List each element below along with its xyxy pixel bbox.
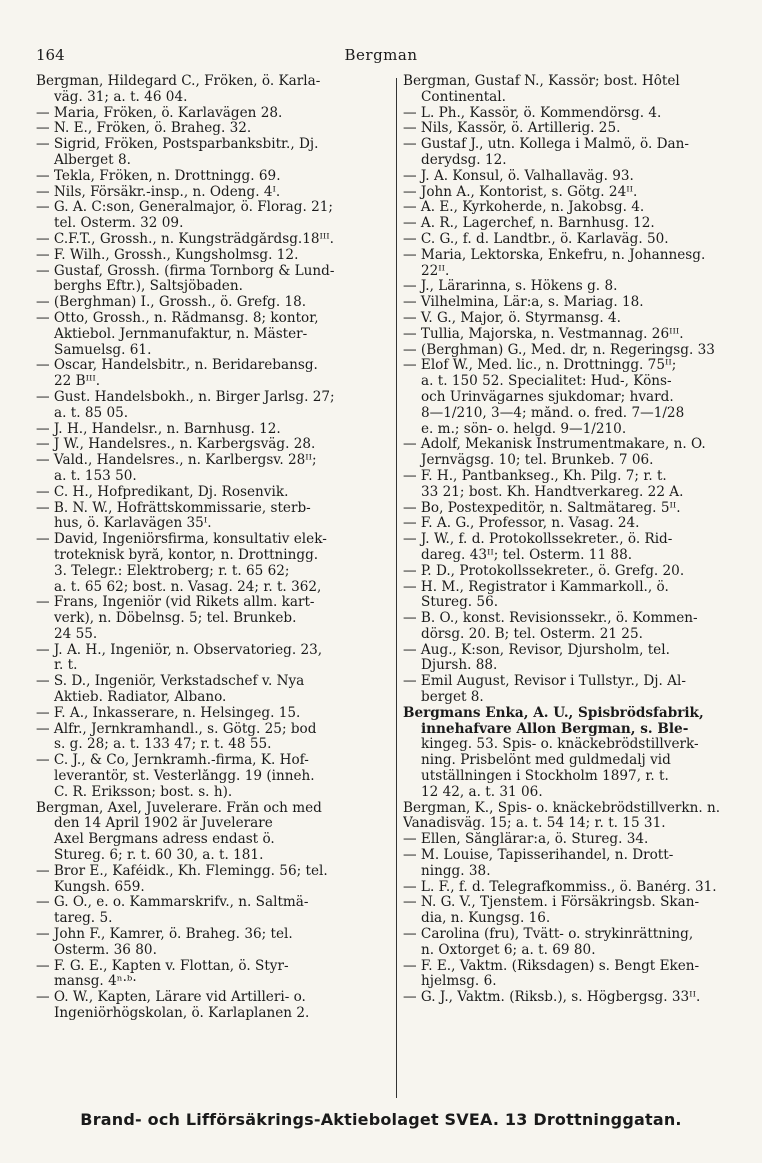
entry-line: utställningen i Stockholm 1897, r. t. xyxy=(421,769,669,785)
entry-line: — J., Lärarinna, s. Hökens g. 8. xyxy=(403,279,618,295)
entry-line: väg. 31; a. t. 46 04. xyxy=(54,89,188,105)
entry-line: — C. J., & Co, Jernkramh.-firma, K. Hof- xyxy=(36,753,309,769)
entry-line: kingeg. 53. Spis- o. knäckebrödstillverk- xyxy=(421,737,699,753)
entry-line: — Carolina (fru), Tvätt- o. strykinrättning, xyxy=(403,927,694,943)
entry-line: 8—1/210, 3—4; månd. o. fred. 7—1/28 xyxy=(421,405,685,421)
entry-line: 33 21; bost. Kh. Handtverkareg. 22 A. xyxy=(421,484,684,500)
entry-line: — C.F.T., Grossh., n. Kungsträdgårdsg.18ᴵᴵᴵ. xyxy=(36,231,334,247)
entry-line: 12 42, a. t. 31 06. xyxy=(421,784,543,800)
entry-line: a. t. 85 05. xyxy=(54,405,129,421)
entry-line: — Tullia, Majorska, n. Vestmannag. 26ᴵᴵᴵ. xyxy=(403,326,684,342)
entry-line: hjelmsg. 6. xyxy=(421,974,497,990)
entry-line: — Bo, Postexpeditör, n. Saltmätareg. 5ᴵᴵ. xyxy=(403,500,681,516)
entry-line: — Tekla, Fröken, n. Drottningg. 69. xyxy=(36,168,281,184)
entry-line: dareg. 43ᴵᴵ; tel. Österm. 11 88. xyxy=(421,547,633,563)
entry-line: Bergman, Axel, Juvelerare. Från och med xyxy=(36,800,322,816)
entry-line: — Emil August, Revisor i Tullstyr., Dj. Al- xyxy=(403,674,686,690)
entry-line: hus, ö. Karlavägen 35ᴵ. xyxy=(54,516,212,532)
entry-line: C. R. Eriksson; bost. s. h). xyxy=(54,784,233,800)
entry-line: — J. H., Handelsr., n. Barnhusg. 12. xyxy=(36,421,281,437)
entry-line: Stureg. 6; r. t. 60 30, a. t. 181. xyxy=(54,848,264,864)
entry-line: 22 Bᴵᴵᴵ. xyxy=(54,374,101,390)
left-column xyxy=(36,74,388,1022)
entry-line: a. t. 153 50. xyxy=(54,468,137,484)
entry-line: Bergman, Gustaf N., Kassör; bost. Hôtel xyxy=(403,74,680,89)
entry-line: Bergman, K., Spis- o. knäckebrödstillverkn. n. xyxy=(403,800,721,816)
running-title: Bergman xyxy=(344,46,418,64)
entry-line: — Frans, Ingeniör (vid Rikets allm. kart- xyxy=(36,595,315,611)
entry-line: Axel Bergmans adress endast ö. xyxy=(54,832,275,848)
entry-line: tareg. 5. xyxy=(54,911,113,927)
entry-line: den 14 April 1902 är Juvelerare xyxy=(54,816,273,832)
entry-line: — F. H., Pantbankseg., Kh. Pilg. 7; r. t. xyxy=(403,468,667,484)
entry-line: — H. M., Registrator i Kammarkoll., ö. xyxy=(403,579,669,595)
entry-line: 3. Telegr.: Elektroberg; r. t. 65 62; xyxy=(54,563,290,579)
entry-line: s. g. 28; a. t. 133 47; r. t. 48 55. xyxy=(54,737,272,753)
entry-line: — N. E., Fröken, ö. Braheg. 32. xyxy=(36,121,252,137)
entry-line: — (Berghman) G., Med. dr, n. Regeringsg. 33 xyxy=(403,342,715,358)
entry-line: — Elof W., Med. lic., n. Drottningg. 75ᴵᴵ; xyxy=(403,358,677,374)
entry-line: — Ellen, Sånglärar:a, ö. Stureg. 34. xyxy=(403,832,649,848)
entry-line: Österm. 36 80. xyxy=(54,942,157,958)
entry-line: — (Berghman) I., Grossh., ö. Grefg. 18. xyxy=(36,295,307,311)
entry-line: — John A., Kontorist, s. Götg. 24ᴵᴵ. xyxy=(403,184,638,200)
entry-line: — L. Ph., Kassör, ö. Kommendörsg. 4. xyxy=(403,105,662,121)
entry-line: — Maria, Lektorska, Enkefru, n. Johannesg. xyxy=(403,247,706,263)
entry-line: — Vald., Handelsres., n. Karlbergsv. 28ᴵᴵ; xyxy=(36,453,317,469)
entry-line: Jernvägsg. 10; tel. Brunkeb. 7 06. xyxy=(421,453,654,469)
entry-line: — A. R., Lagerchef, n. Barnhusg. 12. xyxy=(403,216,655,232)
entry-line: troteknisk byrå, kontor, n. Drottningg. xyxy=(54,547,319,563)
entry-line: — V. G., Major, ö. Styrmansg. 4. xyxy=(403,310,621,326)
entry-line: — J. A. Konsul, ö. Valhallaväg. 93. xyxy=(403,168,634,184)
entry-line: — B. N. W., Hofrättskommissarie, sterb- xyxy=(36,500,311,516)
entry-line: Aktiebol. Jernmanufaktur, n. Mäster- xyxy=(54,326,308,342)
entry-line: — J. W., f. d. Protokollssekreter., ö. Rid- xyxy=(403,532,673,548)
entry-line: tel. Österm. 32 09. xyxy=(54,216,184,232)
entry-line: — David, Ingeniörsfirma, konsultativ elek- xyxy=(36,532,327,548)
entry-line: — Sigrid, Fröken, Postsparbanksbitr., Dj. xyxy=(36,137,319,153)
entry-line: 22ᴵᴵ. xyxy=(421,263,450,279)
entry-line: — F. A., Inkasserare, n. Helsingeg. 15. xyxy=(36,705,301,721)
entry-line: Vanadisväg. 15; a. t. 54 14; r. t. 15 31. xyxy=(403,816,666,832)
entry-line: — Nils, Försäkr.-insp., n. Odeng. 4ᴵ. xyxy=(36,184,281,200)
entry-line: Stureg. 56. xyxy=(421,595,499,611)
entry-line: a. t. 150 52. Specialitet: Hud-, Köns- xyxy=(421,374,672,390)
entry-line: — M. Louise, Tapisserihandel, n. Drott- xyxy=(403,848,674,864)
entry-line: e. m.; sön- o. helgd. 9—1/210. xyxy=(421,421,627,437)
entry-line: dia, n. Kungsg. 16. xyxy=(421,911,551,927)
entry-line: Aktieb. Radiator, Albano. xyxy=(54,690,227,706)
entry-line: ning. Prisbelönt med guldmedalj vid xyxy=(421,753,671,769)
entry-line: Djursh. 88. xyxy=(421,658,498,674)
entry-line: — Gustaf, Grossh. (firma Tornborg & Lund- xyxy=(36,263,335,279)
entry-line: ningg. 38. xyxy=(421,863,491,879)
footer-advertisement: Brand- och Lifförsäkrings-Aktiebolaget SVEA. 13 Drottninggatan. xyxy=(80,1110,682,1129)
entry-line: — C. H., Hofpredikant, Dj. Rosenvik. xyxy=(36,484,289,500)
entry-line: Bergmans Enka, A. U., Spisbrödsfabrik, xyxy=(403,705,704,721)
entry-line: Kungsh. 659. xyxy=(54,879,145,895)
entry-line: — Nils, Kassör, ö. Artillerig. 25. xyxy=(403,121,621,137)
entry-line: — L. F., f. d. Telegrafkommiss., ö. Banérg. 31. xyxy=(403,879,717,895)
entry-line: — G. J., Vaktm. (Riksb.), s. Högbergsg. 33ᴵᴵ. xyxy=(403,990,701,1006)
entry-line: — S. D., Ingeniör, Verkstadschef v. Nya xyxy=(36,674,305,690)
page-number: 164 xyxy=(36,46,65,64)
entry-line: — Bror E., Kaféidk., Kh. Flemingg. 56; tel. xyxy=(36,863,328,879)
entry-line: och Urinvägarnes sjukdomar; hvard. xyxy=(421,389,674,405)
entry-line: — Oscar, Handelsbitr., n. Beridarebansg. xyxy=(36,358,318,374)
entry-line: innehafvare Allon Bergman, s. Ble- xyxy=(421,721,689,737)
entry-line: — O. W., Kapten, Lärare vid Artilleri- o. xyxy=(36,990,306,1006)
entry-line: Bergman, Hildegard C., Fröken, ö. Karla- xyxy=(36,74,321,89)
entry-line: berget 8. xyxy=(421,690,484,706)
entry-line: — G. O., e. o. Kammarskrifv., n. Saltmä- xyxy=(36,895,309,911)
entry-line: — F. E., Vaktm. (Riksdagen) s. Bengt Eken- xyxy=(403,958,700,974)
entry-line: — J. A. H., Ingeniör, n. Observatorieg. 23, xyxy=(36,642,323,658)
entry-line: Samuelsg. 61. xyxy=(54,342,152,358)
entry-line: mansg. 4ⁿ·ᵇ· xyxy=(54,974,137,990)
entry-line: — B. O., konst. Revisionssekr., ö. Kommen- xyxy=(403,611,698,627)
entry-line: — Maria, Fröken, ö. Karlavägen 28. xyxy=(36,105,283,121)
entry-line: Continental. xyxy=(421,89,506,105)
entry-line: — Otto, Grossh., n. Rådmansg. 8; kontor, xyxy=(36,310,319,326)
entry-line: — Vilhelmina, Lär:a, s. Mariag. 18. xyxy=(403,295,644,311)
entry-line: 24 55. xyxy=(54,626,98,642)
entry-line: berghs Eftr.), Saltsjöbaden. xyxy=(54,279,243,295)
entry-line: verk), n. Döbelnsg. 5; tel. Brunkeb. xyxy=(54,611,297,627)
entry-line: — F. G. E., Kapten v. Flottan, ö. Styr- xyxy=(36,958,289,974)
entry-line: — G. A. C:son, Generalmajor, ö. Florag. 21; xyxy=(36,200,333,216)
entry-line: leverantör, st. Vesterlångg. 19 (inneh. xyxy=(54,769,315,785)
entry-line: a. t. 65 62; bost. n. Vasag. 24; r. t. 362, xyxy=(54,579,322,595)
entry-line: — N. G. V., Tjenstem. i Försäkringsb. Skan- xyxy=(403,895,700,911)
entry-line: Alberget 8. xyxy=(54,152,131,168)
column-divider xyxy=(396,78,397,1098)
entry-line: — Alfr., Jernkramhandl., s. Götg. 25; bod xyxy=(36,721,317,737)
entry-line: — A. E., Kyrkoherde, n. Jakobsg. 4. xyxy=(403,200,645,216)
entry-line: — Gust. Handelsbokh., n. Birger Jarlsg. 27; xyxy=(36,389,335,405)
entry-line: dörsg. 20. B; tel. Österm. 21 25. xyxy=(421,626,643,642)
entry-line: — F. A. G., Professor, n. Vasag. 24. xyxy=(403,516,640,532)
entry-line: r. t. xyxy=(54,658,78,674)
entry-line: — J W., Handelsres., n. Karbergsväg. 28. xyxy=(36,437,316,453)
entry-line: n. Oxtorget 6; a. t. 69 80. xyxy=(421,942,596,958)
entry-line: — Aug., K:son, Revisor, Djursholm, tel. xyxy=(403,642,670,658)
entry-line: — C. G., f. d. Landtbr., ö. Karlaväg. 50. xyxy=(403,231,669,247)
entry-line: — John F., Kamrer, ö. Braheg. 36; tel. xyxy=(36,927,293,943)
entry-line: — F. Wilh., Grossh., Kungsholmsg. 12. xyxy=(36,247,299,263)
entry-line: Ingeniörhögskolan, ö. Karlaplanen 2. xyxy=(54,1006,310,1022)
entry-line: — P. D., Protokollssekreter., ö. Grefg. 20. xyxy=(403,563,685,579)
right-column xyxy=(403,74,755,1006)
entry-line: derydsg. 12. xyxy=(421,152,507,168)
entry-line: — Gustaf J., utn. Kollega i Malmö, ö. Dan- xyxy=(403,137,689,153)
entry-line: — Adolf, Mekanisk Instrumentmakare, n. Ö. xyxy=(403,437,706,453)
